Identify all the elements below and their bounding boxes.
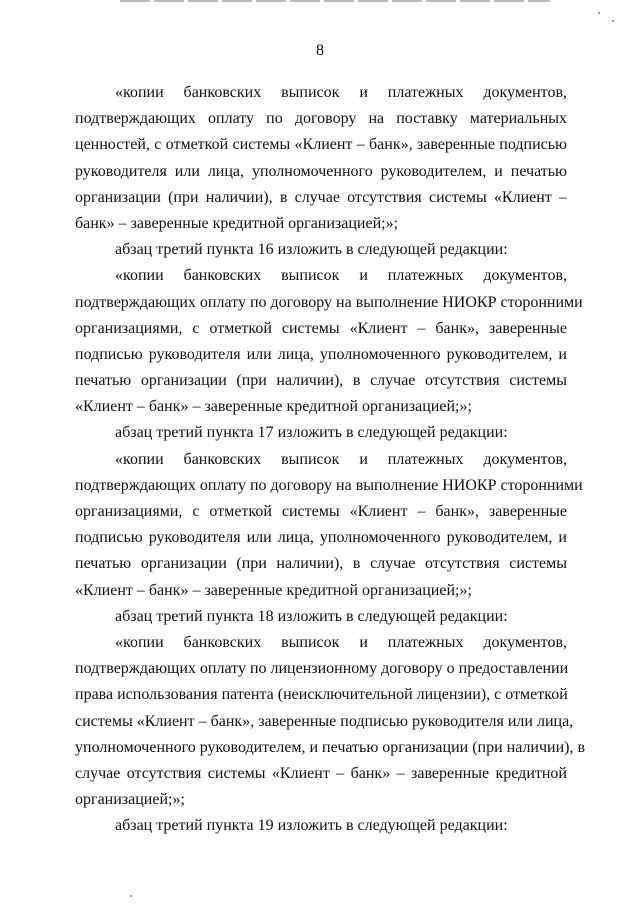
text-line: «копии банковских выписок и платежных документов, [115, 450, 567, 468]
text-line: «копии банковских выписок и платежных документов, [115, 633, 567, 651]
text-line: подписью руководителя или лица, уполномоченного руководителем, и [75, 345, 567, 363]
text-line: уполномоченного руководителем, и печатью организации (при наличии), в [75, 738, 586, 756]
amendment-instruction [75, 237, 567, 263]
text-line: организациями, с отметкой системы «Клиент – банк», заверенные [75, 503, 567, 520]
text-line: «копии банковских выписок и платежных документов, [115, 84, 567, 101]
text-line: подтверждающих оплату по договору на поставку материальных [75, 110, 567, 128]
document-body [75, 80, 586, 839]
amendment-instruction [75, 813, 567, 839]
amendment-instruction [75, 420, 567, 446]
text-line: подтверждающих оплату по договору на выполнение НИОКР сторонними [75, 476, 583, 494]
text-line: ценностей, с отметкой системы «Клиент – банк», заверенные подписью [75, 136, 567, 154]
text-line: абзац третий пункта 16 изложить в следующей редакции: [115, 241, 508, 259]
scan-edge-artifact [120, 0, 550, 2]
scan-speck [612, 20, 614, 22]
quoted-paragraph [75, 263, 583, 420]
scan-speck [130, 895, 132, 897]
text-line: «Клиент – банк» – заверенные кредитной организацией;»; [75, 398, 472, 416]
quoted-paragraph [75, 447, 583, 604]
text-line: «Клиент – банк» – заверенные кредитной организацией;»; [75, 581, 472, 599]
scan-speck [598, 12, 600, 14]
text-line: системы «Клиент – банк», заверенные подписью руководителя или лица, [75, 712, 574, 730]
text-line: права использования патента (неисключительной лицензии), с отметкой [75, 686, 568, 704]
text-line: организации (при наличии), в случае отсутствия системы «Клиент – [75, 188, 567, 206]
quoted-paragraph [75, 80, 567, 237]
text-line: подтверждающих оплату по лицензионному договору о предоставлении [75, 660, 569, 678]
text-line: организацией;»; [75, 791, 185, 809]
text-line: печатью организации (при наличии), в случае отсутствия системы [75, 555, 567, 573]
text-line: руководителя или лица, уполномоченного руководителем, и печатью [75, 162, 567, 180]
text-line: абзац третий пункта 17 изложить в следующей редакции: [115, 424, 508, 442]
text-line: абзац третий пункта 19 изложить в следующей редакции: [115, 817, 508, 835]
text-line: банк» – заверенные кредитной организацией;»; [75, 214, 399, 232]
text-line: подтверждающих оплату по договору на выполнение НИОКР сторонними [75, 293, 583, 311]
text-line: печатью организации (при наличии), в случае отсутствия системы [75, 372, 567, 390]
text-line: случае отсутствия системы «Клиент – банк» – заверенные кредитной [75, 764, 567, 782]
text-line: абзац третий пункта 18 изложить в следующей редакции: [115, 607, 508, 625]
quoted-paragraph [75, 630, 586, 813]
text-line: «копии банковских выписок и платежных документов, [115, 267, 567, 285]
text-line: организациями, с отметкой системы «Клиент – банк», заверенные [75, 319, 567, 337]
page-number: 8 [316, 42, 324, 59]
amendment-instruction [75, 604, 567, 630]
text-line: подписью руководителя или лица, уполномоченного руководителем, и [75, 529, 567, 547]
